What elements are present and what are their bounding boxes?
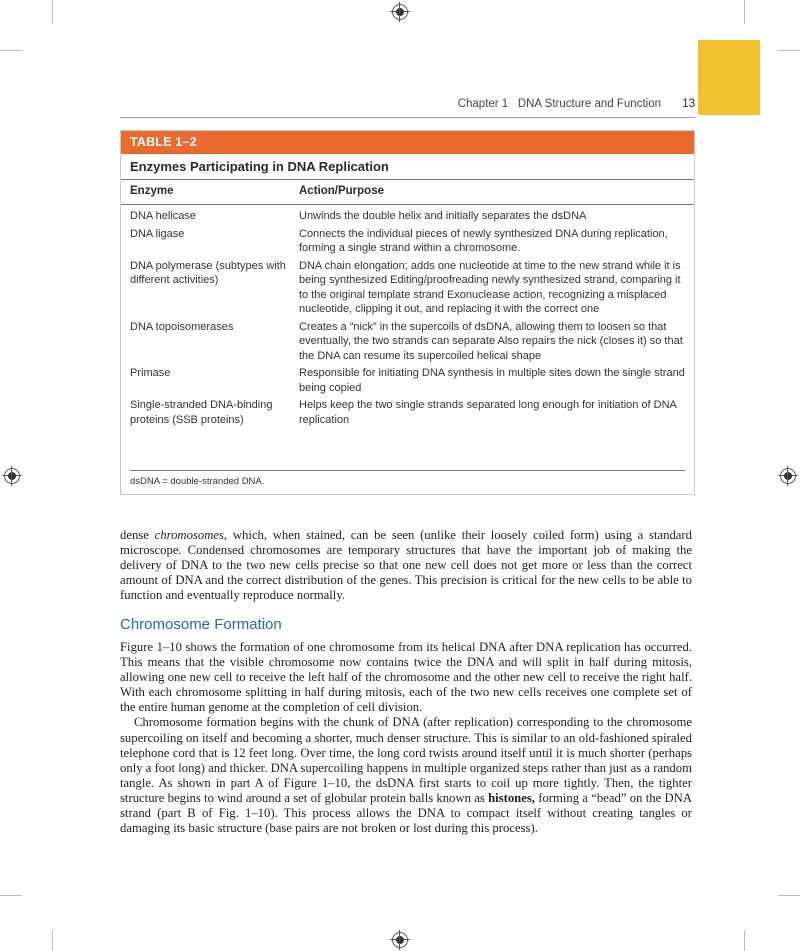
action-cell: DNA chain elongation; adds one nucleotide at time to the new strand while it is being synthesized Editing/proofreading newly synthesized strand, comparing it to the original template strand Exonuclease action, recognizing a misplaced nucleotide, clipping it out, and replacing it with the correct one bbox=[299, 259, 681, 315]
paragraph-histones bbox=[120, 715, 692, 836]
crop-mark bbox=[744, 0, 745, 24]
column-header-enzyme: Enzyme bbox=[130, 185, 174, 197]
paragraph-text: which, when stained, can be seen (unlike their loosely coiled form) using a standard microscope. Condensed chromosomes are temporary structures that have the important job of making the delivery of DNA to the two new cells precise so that one new cell does not get more or less than the correct amount of DNA and the correct distribution of the genes. This precision is critical for the new cells to be able to function and eventually reproduce normally. bbox=[120, 528, 693, 603]
action-cell: Responsible for initiating DNA synthesis in multiple sites down the single strand being copied bbox=[299, 367, 685, 394]
table-row bbox=[121, 366, 694, 395]
crop-mark bbox=[0, 895, 22, 896]
enzyme-cell: Primase bbox=[130, 367, 171, 379]
running-head bbox=[120, 98, 695, 114]
running-head-chapter: Chapter 1 bbox=[457, 98, 509, 110]
header-rule bbox=[120, 117, 695, 118]
action-cell: Unwinds the double helix and initially separates the dsDNA bbox=[299, 210, 587, 222]
table-row bbox=[121, 227, 694, 256]
registration-mark-icon bbox=[4, 468, 20, 484]
crop-mark bbox=[52, 930, 53, 951]
running-head-title: DNA Structure and Function bbox=[517, 98, 661, 110]
paragraph-text: Figure 1–10 shows the formation of one chromosome from its helical DNA after DNA replication has occurred. This means that the visible chromosome now contains twice the DNA and will split in half during mitosis, allowing one new cell to receive the left half of the chromosome and the other new cell to receive the right half. With each chromosome splitting in half during mitosis, each of the two new cells receives one complete set of the entire human genome at the completion of cell division. bbox=[120, 640, 692, 715]
enzyme-cell: DNA helicase bbox=[130, 210, 197, 222]
enzyme-cell: Single-stranded DNA-binding proteins (SSB proteins) bbox=[130, 399, 273, 426]
registration-mark-icon bbox=[392, 932, 408, 948]
action-cell: Helps keep the two single strands separated long enough for initiation of DNA replication bbox=[299, 399, 677, 426]
table-header-row bbox=[121, 180, 694, 205]
table-row bbox=[121, 398, 694, 427]
paragraph-text: Chromosome formation begins with the chunk of DNA (after replication) corresponding to the chromosome supercoiling on itself and becoming a shorter, much denser structure. This is similar to an old-fashioned spiraled telephone cord that is 12 feet long. Over time, the long cord twists around itself until it is much shorter (perhaps only a foot long) and thicker. DNA supercoiling happens in multiple organized steps rather than just as a random tangle. As shown in part A of Figure 1–10, the dsDNA first starts to coil up more tightly. Then, the tighter structure begins to wind around a set of globular protein balls known as bbox=[120, 715, 692, 805]
page-number: 13 bbox=[682, 98, 695, 110]
table-row bbox=[121, 320, 694, 364]
table-title: Enzymes Participating in DNA Replication bbox=[121, 154, 694, 180]
action-cell: Connects the individual pieces of newly synthesized DNA during replication, forming a single strand within a chromosome. bbox=[299, 227, 668, 254]
crop-mark bbox=[52, 0, 53, 24]
crop-mark bbox=[778, 895, 800, 896]
section-heading: Chromosome Formation bbox=[120, 616, 282, 633]
enzyme-cell: DNA polymerase (subtypes with different activities) bbox=[130, 259, 286, 286]
paragraph-continued bbox=[120, 528, 692, 603]
enzyme-cell: DNA topoisomerases bbox=[130, 320, 234, 333]
registration-mark-icon bbox=[780, 468, 796, 484]
section-body bbox=[120, 640, 692, 836]
table-body bbox=[121, 205, 694, 427]
table-row bbox=[121, 259, 694, 317]
key-term-histones: histones, bbox=[488, 790, 535, 805]
paragraph-text: forming a “bead” on the DNA strand (part B of Fig. 1–10). This process allows the DNA to compact itself without creating tangles or damaging its basic structure (base pairs are not broken or lost during this process). bbox=[120, 790, 692, 836]
table-row bbox=[121, 209, 694, 224]
chapter-tab-marker bbox=[698, 40, 760, 115]
crop-mark bbox=[0, 50, 22, 51]
column-header-action: Action/Purpose bbox=[299, 185, 384, 197]
registration-mark-icon bbox=[392, 4, 408, 20]
enzyme-cell: DNA ligase bbox=[130, 227, 185, 240]
key-term-chromosomes: chromosomes, bbox=[154, 528, 228, 542]
enzyme-table bbox=[120, 130, 695, 495]
table-label: TABLE 1–2 bbox=[121, 131, 694, 154]
action-cell: Creates a “nick” in the supercoils of dsDNA, allowing them to loosen so that eventually, the two strands can separate Also repairs the nick (closes it) so that the DNA can resume its supercoiled helical shape bbox=[299, 320, 683, 362]
paragraph-text: dense bbox=[120, 528, 155, 542]
crop-mark bbox=[744, 930, 745, 951]
crop-mark bbox=[778, 50, 800, 51]
table-footnote: dsDNA = double-stranded DNA. bbox=[130, 470, 685, 487]
